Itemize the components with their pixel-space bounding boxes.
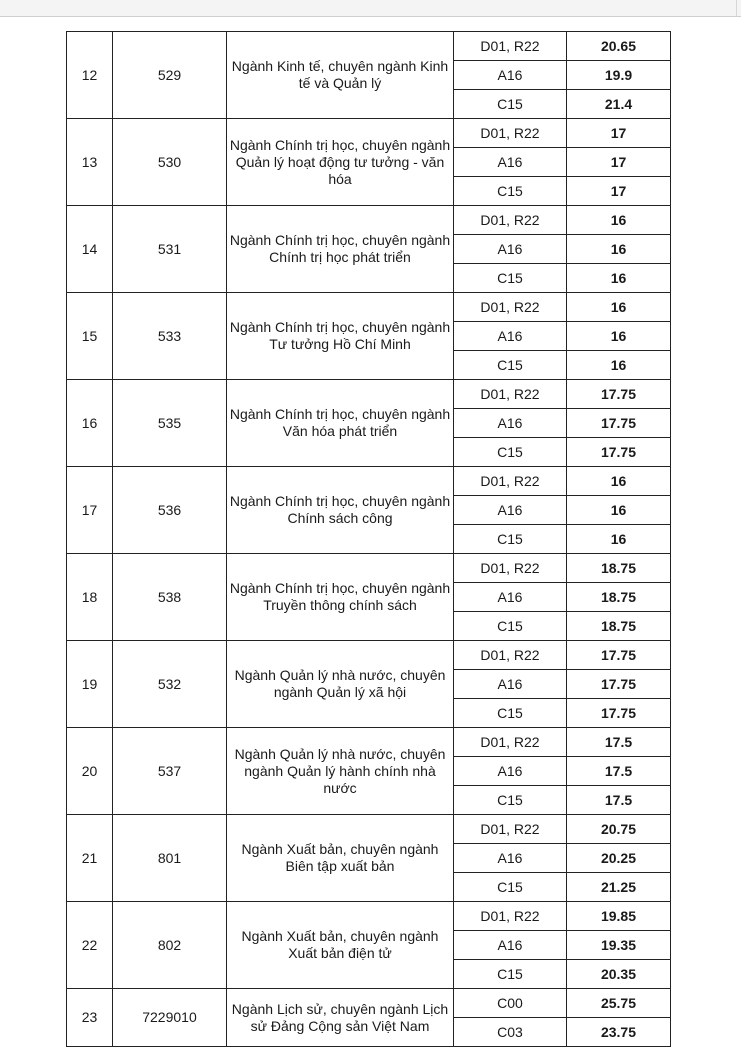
benchmark-score: 19.85 xyxy=(567,902,671,931)
row-number: 15 xyxy=(67,293,113,380)
table-row xyxy=(67,554,671,583)
benchmark-score: 21.4 xyxy=(567,90,671,119)
subject-combination: A16 xyxy=(454,61,567,90)
subject-combination: D01, R22 xyxy=(454,380,567,409)
top-divider xyxy=(0,16,741,17)
subject-combination: C00 xyxy=(454,989,567,1018)
table-row xyxy=(67,467,671,496)
benchmark-score: 16 xyxy=(567,293,671,322)
benchmark-score: 17.5 xyxy=(567,757,671,786)
benchmark-score: 16 xyxy=(567,467,671,496)
table-row xyxy=(67,902,671,931)
subject-combination: A16 xyxy=(454,148,567,177)
benchmark-score: 17 xyxy=(567,148,671,177)
benchmark-score: 16 xyxy=(567,525,671,554)
major-code: 531 xyxy=(113,206,227,293)
benchmark-score: 16 xyxy=(567,206,671,235)
table-row xyxy=(67,119,671,148)
table-row xyxy=(67,641,671,670)
subject-combination: D01, R22 xyxy=(454,467,567,496)
benchmark-score: 17.75 xyxy=(567,380,671,409)
major-name: Ngành Chính trị học, chuyên ngành Chính sách công xyxy=(227,467,454,554)
table-row xyxy=(67,32,671,61)
subject-combination: A16 xyxy=(454,757,567,786)
benchmark-score: 17.75 xyxy=(567,409,671,438)
subject-combination: C15 xyxy=(454,525,567,554)
benchmark-score: 16 xyxy=(567,264,671,293)
subject-combination: A16 xyxy=(454,496,567,525)
major-name: Ngành Quản lý nhà nước, chuyên ngành Quản lý xã hội xyxy=(227,641,454,728)
benchmark-score: 17.75 xyxy=(567,641,671,670)
subject-combination: C15 xyxy=(454,438,567,467)
subject-combination: D01, R22 xyxy=(454,902,567,931)
subject-combination: D01, R22 xyxy=(454,119,567,148)
top-toolbar-strip xyxy=(0,0,741,16)
major-name: Ngành Chính trị học, chuyên ngành Truyền thông chính sách xyxy=(227,554,454,641)
benchmark-score: 17 xyxy=(567,177,671,206)
subject-combination: C15 xyxy=(454,960,567,989)
benchmark-score: 20.65 xyxy=(567,32,671,61)
major-code: 538 xyxy=(113,554,227,641)
subject-combination: D01, R22 xyxy=(454,293,567,322)
benchmark-score: 19.35 xyxy=(567,931,671,960)
benchmark-score: 21.25 xyxy=(567,873,671,902)
major-code: 801 xyxy=(113,815,227,902)
benchmark-score: 20.75 xyxy=(567,815,671,844)
subject-combination: D01, R22 xyxy=(454,206,567,235)
benchmark-score: 16 xyxy=(567,235,671,264)
row-number: 13 xyxy=(67,119,113,206)
subject-combination: C15 xyxy=(454,90,567,119)
benchmark-score: 20.25 xyxy=(567,844,671,873)
benchmark-score: 17.5 xyxy=(567,728,671,757)
major-code: 7229010 xyxy=(113,989,227,1047)
major-code: 529 xyxy=(113,32,227,119)
major-name: Ngành Chính trị học, chuyên ngành Quản lý hoạt động tư tưởng - văn hóa xyxy=(227,119,454,206)
benchmark-score: 17.75 xyxy=(567,670,671,699)
benchmark-score: 18.75 xyxy=(567,612,671,641)
benchmark-score: 20.35 xyxy=(567,960,671,989)
admission-scores-table xyxy=(66,31,671,1047)
benchmark-score: 25.75 xyxy=(567,989,671,1018)
subject-combination: A16 xyxy=(454,322,567,351)
row-number: 18 xyxy=(67,554,113,641)
major-code: 536 xyxy=(113,467,227,554)
row-number: 16 xyxy=(67,380,113,467)
benchmark-score: 16 xyxy=(567,322,671,351)
major-code: 537 xyxy=(113,728,227,815)
scrollbar-edge xyxy=(736,0,737,16)
row-number: 17 xyxy=(67,467,113,554)
major-code: 533 xyxy=(113,293,227,380)
row-number: 12 xyxy=(67,32,113,119)
subject-combination: C15 xyxy=(454,699,567,728)
major-name: Ngành Chính trị học, chuyên ngành Văn hóa phát triển xyxy=(227,380,454,467)
major-name: Ngành Chính trị học, chuyên ngành Chính trị học phát triển xyxy=(227,206,454,293)
row-number: 20 xyxy=(67,728,113,815)
table-row xyxy=(67,293,671,322)
row-number: 14 xyxy=(67,206,113,293)
major-code: 532 xyxy=(113,641,227,728)
subject-combination: C15 xyxy=(454,612,567,641)
subject-combination: D01, R22 xyxy=(454,815,567,844)
subject-combination: C15 xyxy=(454,351,567,380)
table-body xyxy=(67,32,671,1047)
subject-combination: C15 xyxy=(454,177,567,206)
subject-combination: D01, R22 xyxy=(454,728,567,757)
subject-combination: A16 xyxy=(454,409,567,438)
major-code: 802 xyxy=(113,902,227,989)
row-number: 19 xyxy=(67,641,113,728)
table-row xyxy=(67,206,671,235)
subject-combination: A16 xyxy=(454,235,567,264)
subject-combination: D01, R22 xyxy=(454,32,567,61)
row-number: 23 xyxy=(67,989,113,1047)
benchmark-score: 18.75 xyxy=(567,583,671,612)
table-row xyxy=(67,815,671,844)
major-name: Ngành Xuất bản, chuyên ngành Xuất bản điện tử xyxy=(227,902,454,989)
major-name: Ngành Quản lý nhà nước, chuyên ngành Quản lý hành chính nhà nước xyxy=(227,728,454,815)
subject-combination: C03 xyxy=(454,1018,567,1047)
major-code: 535 xyxy=(113,380,227,467)
subject-combination: A16 xyxy=(454,583,567,612)
benchmark-score: 23.75 xyxy=(567,1018,671,1047)
table-row xyxy=(67,728,671,757)
subject-combination: A16 xyxy=(454,931,567,960)
benchmark-score: 17 xyxy=(567,119,671,148)
table-row xyxy=(67,989,671,1018)
benchmark-score: 17.5 xyxy=(567,786,671,815)
major-name: Ngành Lịch sử, chuyên ngành Lịch sử Đảng Cộng sản Việt Nam xyxy=(227,989,454,1047)
benchmark-score: 17.75 xyxy=(567,699,671,728)
subject-combination: C15 xyxy=(454,264,567,293)
subject-combination: D01, R22 xyxy=(454,554,567,583)
benchmark-score: 18.75 xyxy=(567,554,671,583)
benchmark-score: 16 xyxy=(567,351,671,380)
subject-combination: C15 xyxy=(454,786,567,815)
row-number: 21 xyxy=(67,815,113,902)
table-row xyxy=(67,380,671,409)
subject-combination: C15 xyxy=(454,873,567,902)
major-code: 530 xyxy=(113,119,227,206)
row-number: 22 xyxy=(67,902,113,989)
subject-combination: A16 xyxy=(454,844,567,873)
major-name: Ngành Kinh tế, chuyên ngành Kinh tế và Quản lý xyxy=(227,32,454,119)
benchmark-score: 19.9 xyxy=(567,61,671,90)
subject-combination: A16 xyxy=(454,670,567,699)
benchmark-score: 17.75 xyxy=(567,438,671,467)
major-name: Ngành Xuất bản, chuyên ngành Biên tập xuất bản xyxy=(227,815,454,902)
benchmark-score: 16 xyxy=(567,496,671,525)
subject-combination: D01, R22 xyxy=(454,641,567,670)
major-name: Ngành Chính trị học, chuyên ngành Tư tưởng Hồ Chí Minh xyxy=(227,293,454,380)
